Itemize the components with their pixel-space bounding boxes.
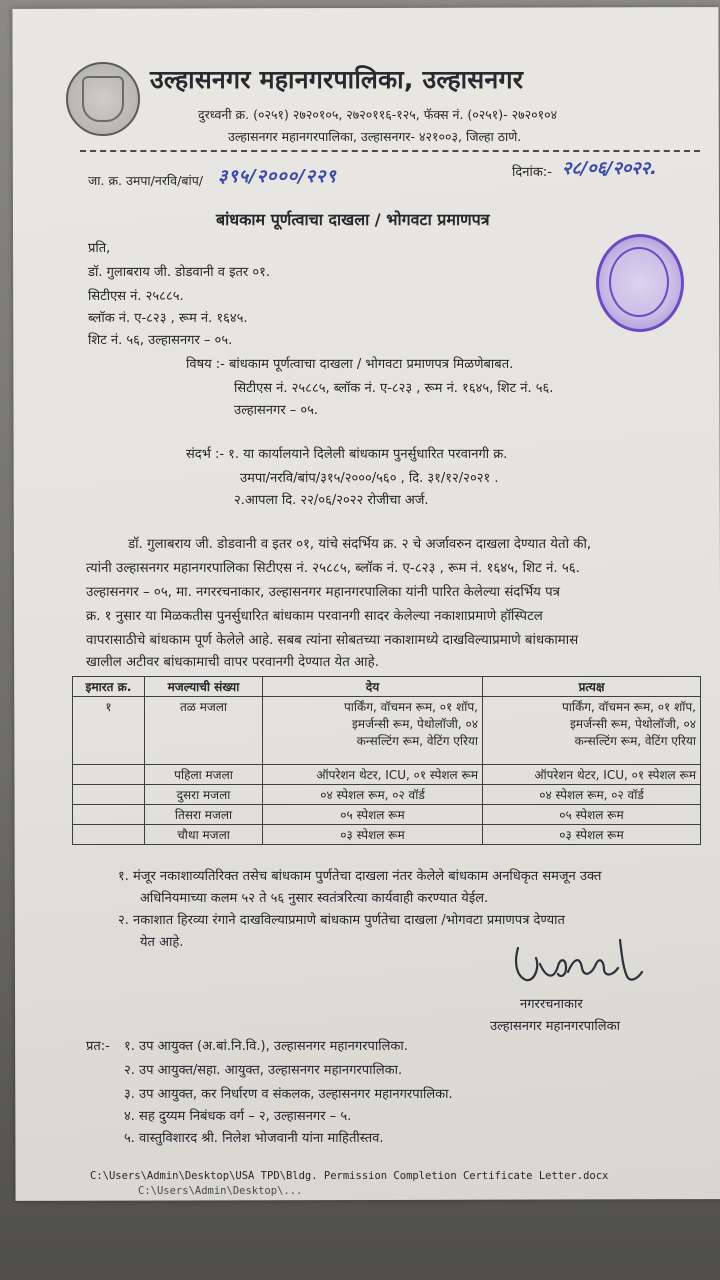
row-actual-line: पार्किंग, वॉचमन रूम, ०१ शॉप,: [561, 700, 696, 714]
col-actual: प्रत्यक्ष: [483, 677, 701, 697]
date-label: दिनांक:-: [512, 165, 552, 180]
row-actual: ०३ स्पेशल रूम: [483, 825, 701, 845]
row-due-line: इमर्जन्सी रूम, पेथोलॉजी, ०४: [352, 717, 478, 731]
row-actual: ०४ स्पेशल रूम, ०२ वॉर्ड: [483, 785, 701, 805]
copies-label: प्रत:-: [86, 1039, 110, 1054]
phone-fax-line: दुरध्वनी क्र. (०२५१) २७२०१०५, २७२०११६-१२५, फॅक्स नं. (०२५१)- २७२०१०४: [198, 107, 558, 122]
copy-2: २. उप आयुक्त/सहा. आयुक्त, उल्हासनगर महानगरपालिका.: [124, 1063, 403, 1078]
document-title: बांधकाम पूर्णत्वाचा दाखला / भोगवटा प्रमाणपत्र: [216, 210, 490, 229]
table-row: [73, 765, 701, 785]
row-floor: दुसरा मजला: [145, 785, 263, 805]
municipal-emblem-icon: [66, 62, 140, 136]
reference-line-3: २.आपला दि. २२/०६/२०२२ रोजीचा अर्ज.: [234, 493, 429, 508]
row-due-line: कन्सल्टिंग रूम, वेटिंग एरिया: [356, 734, 478, 748]
table-row: [73, 697, 701, 765]
address-line: उल्हासनगर महानगरपालिका, उल्हासनगर- ४२१००३, जिल्हा ठाणे.: [228, 129, 522, 144]
file-path-footer-faded: C:\Users\Admin\Desktop\...: [138, 1185, 303, 1197]
col-building-no: इमारत क्र.: [73, 677, 145, 697]
header-divider: [80, 150, 700, 152]
row-floor: तिसरा मजला: [145, 805, 263, 825]
subject-line-1: विषय :- बांधकाम पूर्णत्वाचा दाखला / भोगवटा प्रमाणपत्र मिळणेबाबत.: [186, 357, 514, 372]
body-line-6: खालील अटीवर बांधकामाची वापर परवानगी देण्यात येत आहे.: [86, 655, 379, 670]
row-building-no: [73, 825, 145, 845]
note-2-line-2: येत आहे.: [140, 935, 184, 950]
copy-1: १. उप आयुक्त (अ.बां.नि.वि.), उल्हासनगर महानगरपालिका.: [124, 1039, 408, 1054]
official-seal-icon: [596, 234, 684, 332]
subject-line-2: सिटीएस नं. २५८८५, ब्लॉक नं. ए-८२३ , रूम नं. १६४५, शिट नं. ५६.: [234, 381, 554, 396]
date-handwritten: २८/०६/२०२२.: [562, 158, 657, 179]
recipient-sheet: शिट नं. ५६, उल्हासनगर – ०५.: [88, 333, 233, 348]
row-actual: ०५ स्पेशल रूम: [483, 805, 701, 825]
outward-number-handwritten: ३९५/२०००/२२९: [218, 166, 337, 187]
table-row: [73, 785, 701, 805]
row-building-no: [73, 765, 145, 785]
copy-3: ३. उप आयुक्त, कर निर्धारण व संकलक, उल्हासनगर महानगरपालिका.: [124, 1087, 453, 1102]
row-due-line: पार्किंग, वॉचमन रूम, ०१ शॉप,: [343, 700, 478, 714]
row-actual-line: इमर्जन्सी रूम, पेथोलॉजी, ०४: [570, 717, 696, 731]
row-floor: पहिला मजला: [145, 765, 263, 785]
col-floor-count: मजल्याची संख्या: [145, 677, 263, 697]
row-actual: ऑपरेशन थेटर, ICU, ०१ स्पेशल रूम: [483, 765, 701, 785]
copy-4: ४. सह दुय्यम निबंधक वर्ग – २, उल्हासनगर – ५.: [124, 1109, 352, 1124]
note-1-line-2: अधिनियमाच्या कलम ५२ ते ५६ नुसार स्वतंत्ररित्या कार्यवाही करण्यात येईल.: [140, 891, 489, 906]
recipient-block: ब्लॉक नं. ए-८२३ , रूम नं. १६४५.: [88, 311, 248, 326]
row-building-no: १: [73, 697, 145, 765]
signatory-designation: नगररचनाकार: [520, 997, 583, 1012]
body-line-4: क्र. १ नुसार या मिळकतीस पुनर्सुधारित बांधकाम परवानगी सादर केलेल्या नकाशाप्रमाणे हॉस्पिटल: [86, 609, 543, 624]
recipient-name: डॉ. गुलाबराय जी. डोडवानी व इतर ०१.: [88, 265, 270, 280]
floor-usage-table: [72, 676, 701, 845]
body-line-5: वापरासाठीचे बांधकाम पूर्ण केलेले आहे. सबब त्यांना सोबतच्या नकाशामध्ये दाखविल्याप्रमाणे बांधकामास: [86, 633, 579, 648]
row-floor: तळ मजला: [145, 697, 263, 765]
row-due: ०५ स्पेशल रूम: [263, 805, 483, 825]
body-line-1: डॉ. गुलाबराय जी. डोडवानी व इतर ०१, यांचे संदर्भिय क्र. २ चे अर्जावरुन दाखला देण्यात येतो की,: [128, 537, 592, 552]
row-floor: चौथा मजला: [145, 825, 263, 845]
row-building-no: [73, 805, 145, 825]
body-line-3: उल्हासनगर – ०५, मा. नगररचनाकार, उल्हासनगर महानगरपालिका यांनी पारित केलेल्या संदर्भिय पत्र: [86, 585, 560, 600]
signatory-office: उल्हासनगर महानगरपालिका: [490, 1019, 620, 1034]
handwritten-signature: [496, 928, 646, 992]
note-1-line-1: १. मंजूर नकाशाव्यतिरिक्त तसेच बांधकाम पुर्णतेचा दाखला नंतर केलेले बांधकाम अनधिकृत समजून उक्त: [118, 869, 602, 884]
row-actual: [483, 697, 701, 765]
row-due: ऑपरेशन थेटर, ICU, ०१ स्पेशल रूम: [263, 765, 483, 785]
reference-line-1: संदर्भ :- १. या कार्यालयाने दिलेली बांधकाम पुनर्सुधारित परवानगी क्र.: [186, 447, 508, 462]
recipient-prati: प्रति,: [88, 241, 111, 256]
table-row: [73, 825, 701, 845]
corporation-title: उल्हासनगर महानगरपालिका, उल्हासनगर: [150, 65, 524, 94]
row-due: ०३ स्पेशल रूम: [263, 825, 483, 845]
col-due: देय: [263, 677, 483, 697]
row-due: ०४ स्पेशल रूम, ०२ वॉर्ड: [263, 785, 483, 805]
table-row: [73, 805, 701, 825]
row-actual-line: कन्सल्टिंग रूम, वेटिंग एरिया: [574, 734, 696, 748]
recipient-cts: सिटीएस नं. २५८८५.: [88, 289, 184, 304]
table-header-row: [73, 677, 701, 697]
subject-line-3: उल्हासनगर – ०५.: [234, 403, 319, 418]
body-line-2: त्यांनी उल्हासनगर महानगरपालिका सिटीएस नं. २५८८५, ब्लॉक नं. ए-८२३ , रूम नं. १६४५, शिट नं. ५६.: [86, 561, 580, 576]
note-2-line-1: २. नकाशात हिरव्या रंगाने दाखविल्याप्रमाणे बांधकाम पुर्णतेचा दाखला /भोगवटा प्रमाणपत्र देण्यात: [118, 913, 565, 928]
copy-5: ५. वास्तुविशारद श्री. निलेश भोजवानी यांना माहितीस्तव.: [124, 1131, 384, 1146]
row-due: [263, 697, 483, 765]
reference-line-2: उमपा/नरवि/बांप/३१५/२०००/५६० , दि. ३१/१२/२०२१ .: [240, 471, 499, 486]
file-path-footer: C:\Users\Admin\Desktop\USA TPD\Bldg. Permission Completion Certificate Letter.docx: [90, 1170, 609, 1182]
outward-number-label: जा. क्र. उमपा/नरवि/बांप/: [88, 173, 204, 188]
row-building-no: [73, 785, 145, 805]
